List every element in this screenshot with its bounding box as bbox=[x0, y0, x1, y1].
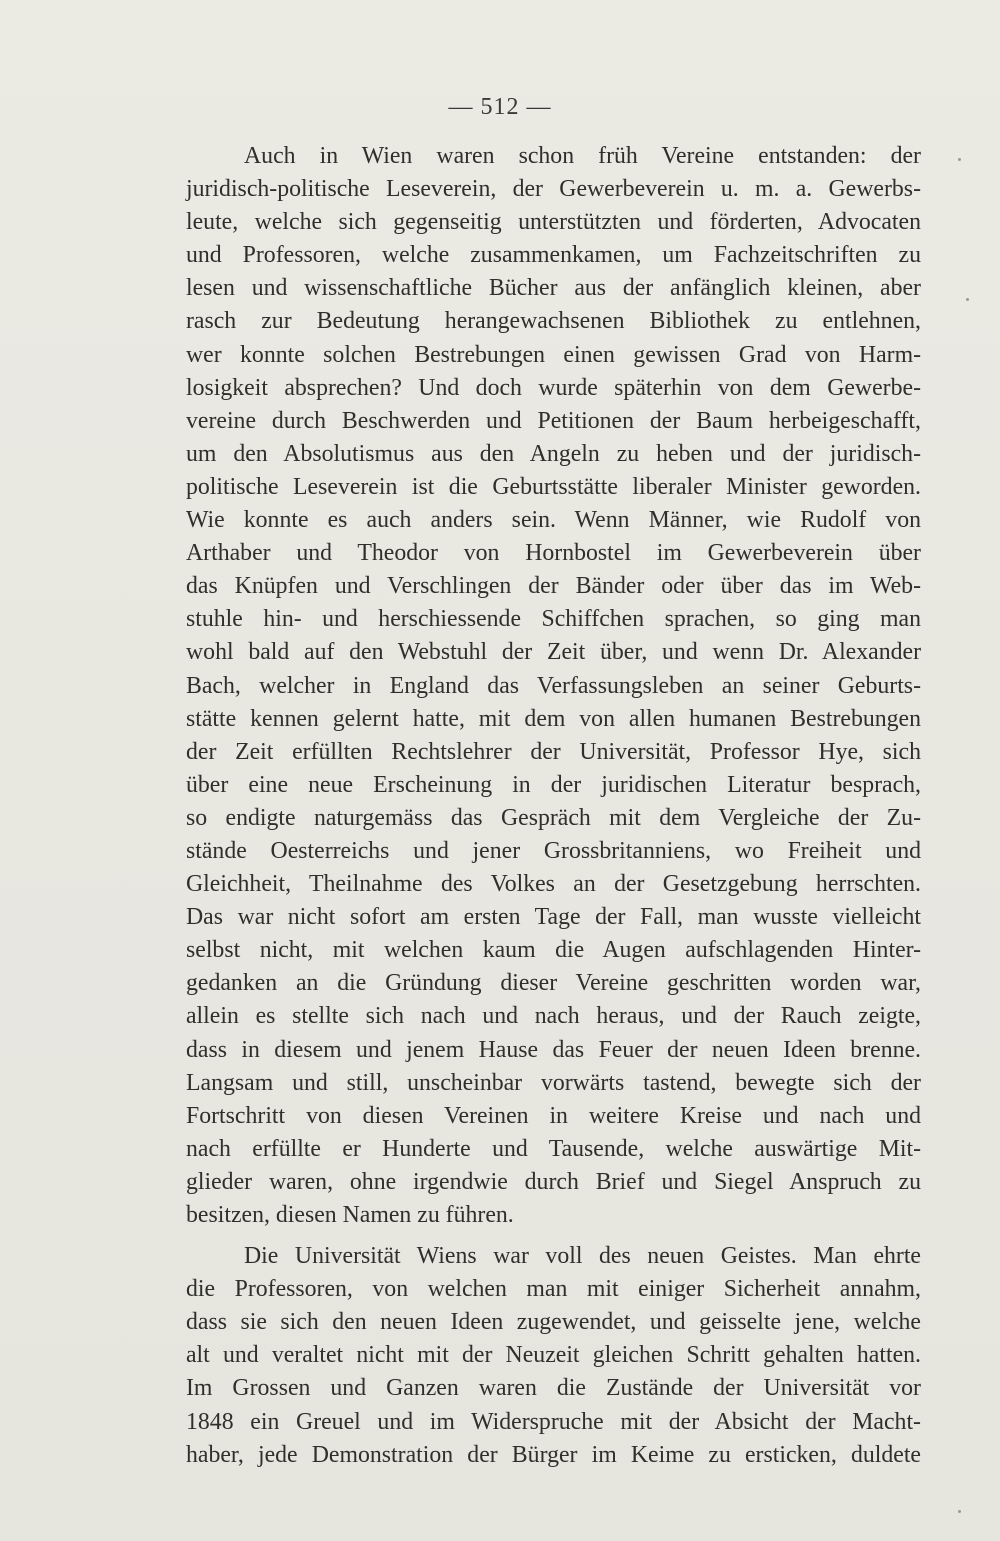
text-line: Langsam und still, unscheinbar vorwärts tastend, bewegte sich der bbox=[186, 1069, 921, 1096]
text-line: stuhle hin- und herschiessende Schiffchen sprachen, so ging man bbox=[186, 606, 921, 633]
body-text bbox=[186, 140, 921, 1472]
text-line: leute, welche sich gegenseitig unterstützten und förderten, Advocaten bbox=[186, 209, 921, 236]
paragraph-gap bbox=[186, 1232, 921, 1240]
text-line: Fortschritt von diesen Vereinen in weitere Kreise und nach und bbox=[186, 1102, 921, 1129]
text-line: wer konnte solchen Bestrebungen einen gewissen Grad von Harm- bbox=[186, 341, 921, 368]
text-line: 1848 ein Greuel und im Widerspruche mit der Absicht der Macht- bbox=[186, 1408, 921, 1435]
text-line: Bach, welcher in England das Verfassungsleben an seiner Geburts- bbox=[186, 672, 921, 699]
text-line: Das war nicht sofort am ersten Tage der Fall, man wusste vielleicht bbox=[186, 904, 921, 931]
text-line: politische Leseverein ist die Geburtsstätte liberaler Minister geworden. bbox=[186, 473, 921, 500]
text-line: nach erfüllte er Hunderte und Tausende, welche auswärtige Mit- bbox=[186, 1135, 921, 1162]
page-number-header: — 512 — bbox=[448, 94, 552, 120]
text-line: lesen und wissenschaftliche Bücher aus der anfänglich kleinen, aber bbox=[186, 275, 921, 302]
text-line: und Professoren, welche zusammenkamen, um Fachzeitschriften zu bbox=[186, 242, 921, 269]
text-line: haber, jede Demonstration der Bürger im Keime zu ersticken, duldete bbox=[186, 1441, 921, 1468]
text-line: allein es stellte sich nach und nach heraus, und der Rauch zeigte, bbox=[186, 1003, 921, 1030]
paragraph-1 bbox=[186, 140, 921, 1232]
text-line: alt und veraltet nicht mit der Neuzeit gleichen Schritt gehalten hatten. bbox=[186, 1342, 921, 1369]
text-line: glieder waren, ohne irgendwie durch Brief und Siegel Anspruch zu bbox=[186, 1168, 921, 1195]
text-line: der Zeit erfüllten Rechtslehrer der Universität, Professor Hye, sich bbox=[186, 738, 921, 765]
text-line: selbst nicht, mit welchen kaum die Augen aufschlagenden Hinter- bbox=[186, 937, 921, 964]
text-line: Wie konnte es auch anders sein. Wenn Männer, wie Rudolf von bbox=[186, 507, 921, 534]
paper-speck bbox=[958, 1510, 961, 1513]
text-line: das Knüpfen und Verschlingen der Bänder oder über das im Web- bbox=[186, 573, 921, 600]
text-line: losigkeit absprechen? Und doch wurde späterhin von dem Gewerbe- bbox=[186, 374, 921, 401]
text-line: um den Absolutismus aus den Angeln zu heben und der juridisch- bbox=[186, 440, 921, 467]
text-line: wohl bald auf den Webstuhl der Zeit über, und wenn Dr. Alexander bbox=[186, 639, 921, 666]
text-line: stätte kennen gelernt hatte, mit dem von allen humanen Bestrebungen bbox=[186, 705, 921, 732]
paper-speck bbox=[958, 158, 961, 161]
text-line: die Professoren, von welchen man mit einiger Sicherheit annahm, bbox=[186, 1276, 921, 1303]
text-line: über eine neue Erscheinung in der juridischen Literatur besprach, bbox=[186, 771, 921, 798]
text-line: Auch in Wien waren schon früh Vereine entstanden: der bbox=[244, 143, 921, 169]
text-line: Arthaber und Theodor von Hornbostel im Gewerbeverein über bbox=[186, 540, 921, 567]
text-line: Im Grossen und Ganzen waren die Zustände der Universität vor bbox=[186, 1375, 921, 1402]
text-line: gedanken an die Gründung dieser Vereine geschritten worden war, bbox=[186, 970, 921, 997]
text-line: besitzen, diesen Namen zu führen. bbox=[186, 1202, 514, 1228]
text-line: vereine durch Beschwerden und Petitionen der Baum herbeigeschafft, bbox=[186, 407, 921, 434]
paragraph-2 bbox=[186, 1240, 921, 1472]
text-line: juridisch-politische Leseverein, der Gewerbeverein u. m. a. Gewerbs- bbox=[186, 176, 921, 203]
text-line: dass sie sich den neuen Ideen zugewendet, und geisselte jene, welche bbox=[186, 1309, 921, 1336]
paper-speck bbox=[966, 298, 969, 301]
text-line: so endigte naturgemäss das Gespräch mit dem Vergleiche der Zu- bbox=[186, 804, 921, 831]
text-line: Gleichheit, Theilnahme des Volkes an der Gesetzgebung herrschten. bbox=[186, 871, 921, 898]
text-line: dass in diesem und jenem Hause das Feuer der neuen Ideen brenne. bbox=[186, 1036, 921, 1063]
text-line: rasch zur Bedeutung herangewachsenen Bibliothek zu entlehnen, bbox=[186, 308, 921, 335]
text-line: stände Oesterreichs und jener Grossbritanniens, wo Freiheit und bbox=[186, 837, 921, 864]
text-line: Die Universität Wiens war voll des neuen Geistes. Man ehrte bbox=[244, 1243, 921, 1270]
